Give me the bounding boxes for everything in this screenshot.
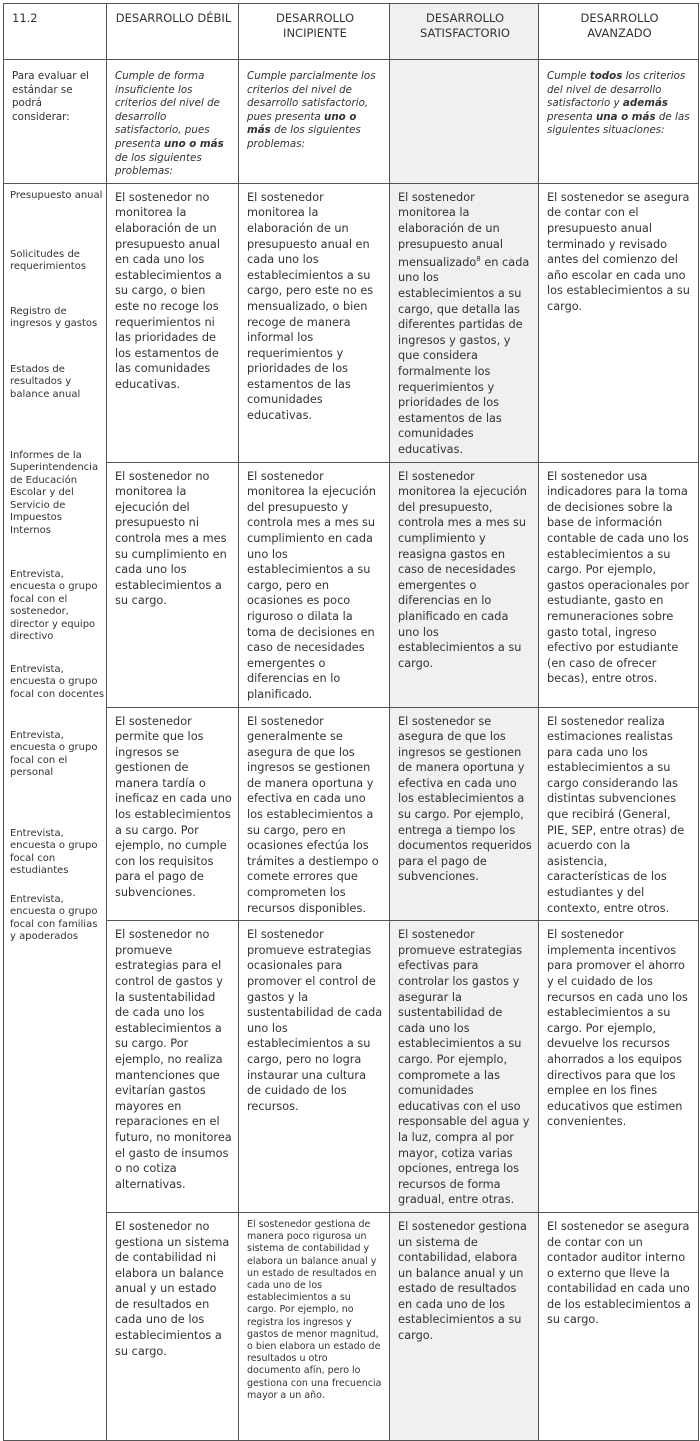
cell-incipiente: El sostenedor monitorea la ejecución del presupuesto y controla mes a mes su cumplimiento en cada uno los establecimientos a su cargo, pero en ocasiones es poco riguroso o dilata la toma de decisiones en caso de necesidades emergentes o diferencias en lo planificado.	[239, 462, 390, 707]
source-item: Entrevista, encuesta o grupo focal con estudiantes	[10, 827, 98, 877]
footnote-ref: 8	[476, 255, 481, 264]
cell-avanzado: El sostenedor implementa incentivos para promover el ahorro y el cuidado de los recursos en cada uno los establecimientos a su cargo. Por ejemplo, devuelve los recursos ahorrados a los equipos directivos para que los emplee en los fines educativos que estimen convenientes.	[539, 921, 699, 1213]
cell-satisfactorio: El sostenedor gestiona un sistema de contabilidad, elabora un balance anual y un estado de resultados en cada uno de los establecimientos a su cargo.	[390, 1212, 539, 1440]
source-item: Informes de la Superintendencia de Educación Escolar y del Servicio de Impuestos Internos	[10, 449, 99, 536]
cell-debil: El sostenedor no gestiona un sistema de contabilidad ni elabora un balance anual y un estado de resultados en cada uno de los establecimientos a su cargo.	[107, 1212, 239, 1440]
intro-avanzado: Cumple todos los criterios del nivel de desarrollo satisfactorio y además presenta una o más de las siguientes situaciones:	[539, 60, 699, 184]
source-item: Estados de resultados y balance anual	[10, 363, 81, 400]
cell-satisfactorio: El sostenedor monitorea la elaboración de un presupuesto anual mensualizado$^8$ en cada uno los establecimientos a su cargo, que detalla las diferentes partidas de ingresos y gastos, y que considera formalmente los requerimientos y prioridades de los estamentos de las comunidades educativas.	[390, 183, 539, 462]
intro-debil: Cumple de forma insuficiente los criterios del nivel de desarrollo satisfactorio, pues presenta uno o más de los siguientes problemas:	[107, 60, 239, 184]
cell-debil: El sostenedor permite que los ingresos se gestionen de manera tardía o ineficaz en cada uno los establecimientos a su cargo. Por ejemplo, no cumple con los requisitos para el pago de subvenciones.	[107, 707, 239, 921]
cell-debil: El sostenedor no promueve estrategias para el control de gastos y la sustentabilidad de cada uno los establecimientos a su cargo. Por ejemplo, no realiza mantenciones que evitarían gastos mayores en reparaciones en el futuro, no monitorea el gasto de insumos o no cotiza alternativas.	[107, 921, 239, 1213]
level-satisfactorio-header: DESARROLLO SATISFACTORIO	[390, 4, 539, 60]
intro-row	[4, 60, 699, 184]
source-item: Entrevista, encuesta o grupo focal con el personal	[10, 729, 98, 779]
cell-satisfactorio: El sostenedor se asegura de que los ingresos se gestionen de manera oportuna y efectiva en cada uno los establecimientos a su cargo. Por ejemplo, entrega a tiempo los documentos requeridos para el pago de subvenciones.	[390, 707, 539, 921]
rubric-table	[3, 3, 699, 1441]
level-debil-header: DESARROLLO DÉBIL	[107, 4, 239, 60]
level-avanzado-header: DESARROLLO AVANZADO	[539, 4, 699, 60]
cell-debil: El sostenedor no monitorea la ejecución del presupuesto ni controla mes a mes su cumplimiento en cada uno los establecimientos a su cargo.	[107, 462, 239, 707]
table-row	[4, 921, 699, 1213]
source-item: Entrevista, encuesta o grupo focal con docentes	[10, 663, 105, 700]
cell-avanzado: El sostenedor usa indicadores para la toma de decisiones sobre la base de información contable de cada uno los establecimientos a su cargo. Por ejemplo, gastos operacionales por estudiante, gasto en remuneraciones sobre gasto total, ingreso efectivo por estudiante (en caso de ofrecer becas), entre otros.	[539, 462, 699, 707]
cell-incipiente: El sostenedor generalmente se asegura de que los ingresos se gestionen de manera oportuna y efectiva en cada uno los establecimientos a su cargo, pero en ocasiones efectúa los trámites a destiempo o comete errores que comprometen los recursos disponibles.	[239, 707, 390, 921]
level-incipiente-header: DESARROLLO INCIPIENTE	[239, 4, 390, 60]
cell-avanzado: El sostenedor se asegura de contar con un contador auditor interno o externo que lleve la contabilidad en cada uno de los establecimientos a su cargo.	[539, 1212, 699, 1440]
cell-debil: El sostenedor no monitorea la elaboración de un presupuesto anual en cada uno los establecimientos a su cargo, o bien este no recoge los requerimientos ni las prioridades de los estamentos de las comunidades educativas.	[107, 183, 239, 462]
source-item: Registro de ingresos y gastos	[10, 305, 98, 330]
sources-lead: Para evaluar el estándar se podrá considerar:	[4, 60, 107, 184]
intro-incipiente: Cumple parcialmente los criterios del nivel de desarrollo satisfactorio, pues presenta uno o más de los siguientes problemas:	[239, 60, 390, 184]
standard-number: 11.2	[4, 4, 107, 60]
intro-satisfactorio	[390, 60, 539, 184]
table-row	[4, 1212, 699, 1440]
cell-incipiente: El sostenedor promueve estrategias ocasionales para promover el control de gastos y la sustentabilidad de cada uno los establecimientos a su cargo, pero no logra instaurar una cultura de cuidado de los recursos.	[239, 921, 390, 1213]
cell-incipiente: El sostenedor monitorea la elaboración de un presupuesto anual en cada uno los establecimientos a su cargo, pero este no es mensualizado, o bien recoge de manera informal los requerimientos y prioridades de los estamentos de las comunidades educativas.	[239, 183, 390, 462]
cell-satisfactorio: El sostenedor monitorea la ejecución del presupuesto, controla mes a mes su cumplimiento y reasigna gastos en caso de necesidades emergentes o diferencias en lo planificado en cada uno los establecimientos a su cargo.	[390, 462, 539, 707]
source-item: Solicitudes de requerimientos	[10, 248, 87, 273]
table-row	[4, 183, 699, 462]
source-item: Presupuesto anual	[10, 189, 103, 201]
cell-avanzado: El sostenedor realiza estimaciones realistas para cada uno los establecimientos a su cargo considerando las distintas subvenciones que recibirá (General, PIE, SEP, entre otras) de acuerdo con la asistencia, características de los estudiantes y del contexto, entre otros.	[539, 707, 699, 921]
source-item: Entrevista, encuesta o grupo focal con familias y apoderados	[10, 893, 98, 943]
header-row	[4, 4, 699, 60]
table-row	[4, 462, 699, 707]
source-item: Entrevista, encuesta o grupo focal con el sostenedor, director y equipo directivo	[10, 568, 98, 643]
table-row	[4, 707, 699, 921]
sources-list	[4, 183, 107, 1440]
cell-incipiente: El sostenedor gestiona de manera poco rigurosa un sistema de contabilidad y elabora un balance anual y un estado de resultados en cada uno de los establecimientos a su cargo. Por ejemplo, no registra los ingresos y gastos de menor magnitud, o bien elabora un estado de resultados u otro documento afín, pero lo gestiona con una frecuencia mayor a un año.	[239, 1212, 390, 1440]
cell-satisfactorio: El sostenedor promueve estrategias efectivas para controlar los gastos y asegurar la sustentabilidad de cada uno los establecimientos a su cargo. Por ejemplo, compromete a las comunidades educativas con el uso responsable del agua y la luz, compra al por mayor, cotiza varias opciones, entrega los recursos de forma gradual, entre otras.	[390, 921, 539, 1213]
cell-avanzado: El sostenedor se asegura de contar con el presupuesto anual terminado y revisado antes del comienzo del año escolar en cada uno los establecimientos a su cargo.	[539, 183, 699, 462]
